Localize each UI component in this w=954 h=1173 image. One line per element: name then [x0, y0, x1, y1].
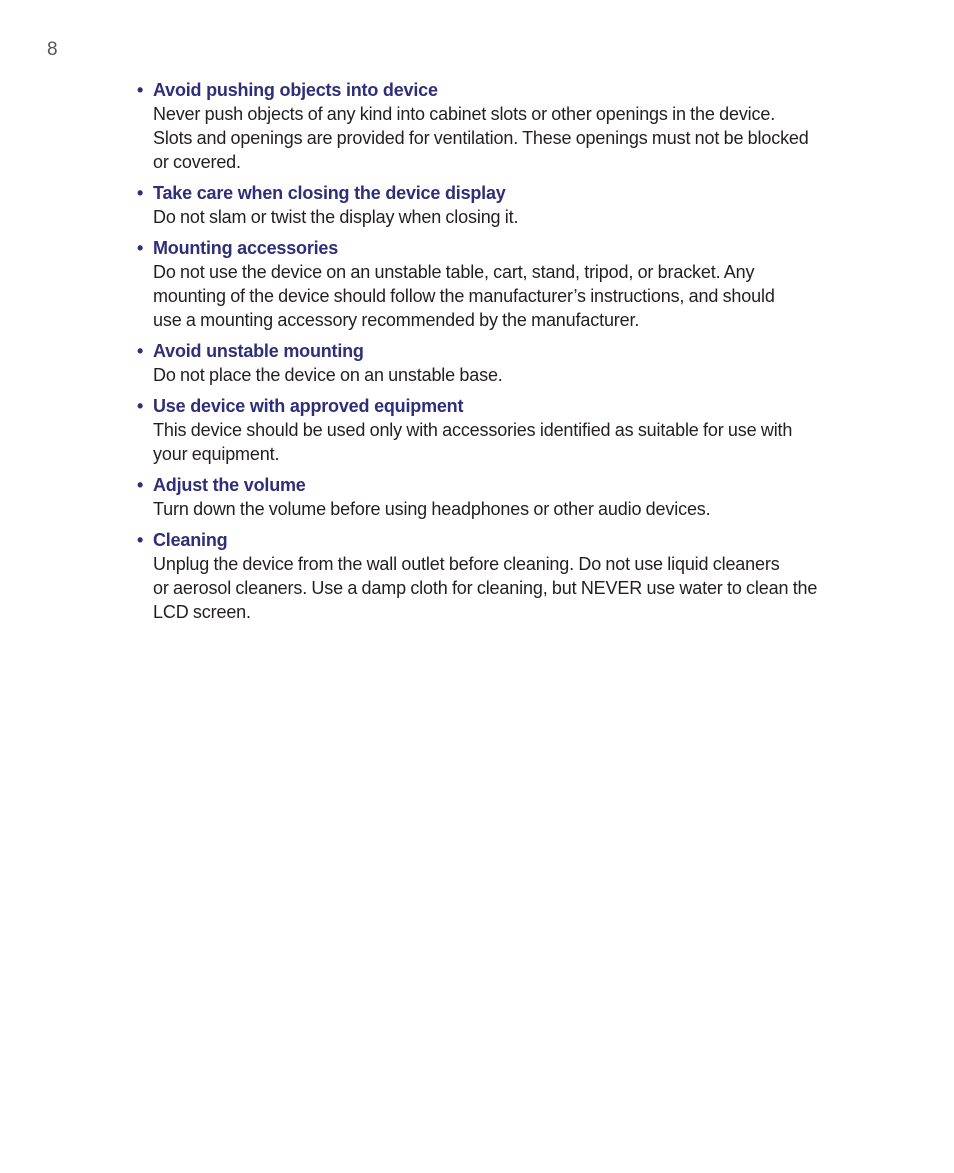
item-body-line: LCD screen.: [153, 602, 251, 622]
bullet-item-mounting-accessories: [137, 236, 877, 332]
bullet-icon: •: [137, 475, 144, 495]
item-body-line: or covered.: [153, 152, 241, 172]
item-body-line: or aerosol cleaners. Use a damp cloth for cleaning, but NEVER use water to clean the: [153, 578, 818, 598]
bullet-item-closing-display: [137, 181, 877, 229]
bullet-icon: •: [137, 530, 144, 550]
item-heading: Mounting accessories: [153, 238, 339, 258]
item-heading: Cleaning: [153, 530, 228, 550]
bullet-item-adjust-volume: [137, 473, 877, 521]
item-heading: Avoid pushing objects into device: [153, 80, 438, 100]
item-heading: Use device with approved equipment: [153, 396, 464, 416]
item-body-line: This device should be used only with accessories identified as suitable for use with: [153, 420, 793, 440]
bullet-icon: •: [137, 183, 144, 203]
item-heading: Avoid unstable mounting: [153, 341, 364, 361]
bullet-icon: •: [137, 341, 144, 361]
item-body-line: your equipment.: [153, 444, 280, 464]
page-number: 8: [47, 39, 58, 60]
item-body-line: Slots and openings are provided for ventilation. These openings must not be blocked: [153, 128, 809, 148]
safety-bullet-list: [137, 78, 877, 631]
bullet-item-approved-equipment: [137, 394, 877, 466]
bullet-icon: •: [137, 80, 144, 100]
bullet-icon: •: [137, 396, 144, 416]
item-body-line: Turn down the volume before using headphones or other audio devices.: [153, 499, 711, 519]
item-body-line: use a mounting accessory recommended by the manufacturer.: [153, 310, 640, 330]
item-body-line: Do not place the device on an unstable base.: [153, 365, 503, 385]
bullet-item-unstable-mounting: [137, 339, 877, 387]
bullet-item-avoid-pushing-objects: [137, 78, 877, 174]
bullet-item-cleaning: [137, 528, 877, 624]
item-body-line: Do not slam or twist the display when closing it.: [153, 207, 519, 227]
item-body-line: Do not use the device on an unstable table, cart, stand, tripod, or bracket. Any: [153, 262, 755, 282]
item-heading: Adjust the volume: [153, 475, 306, 495]
item-body-line: mounting of the device should follow the manufacturer’s instructions, and should: [153, 286, 775, 306]
item-heading: Take care when closing the device display: [153, 183, 506, 203]
bullet-icon: •: [137, 238, 144, 258]
item-body-line: Never push objects of any kind into cabinet slots or other openings in the device.: [153, 104, 776, 124]
item-body-line: Unplug the device from the wall outlet before cleaning. Do not use liquid cleaners: [153, 554, 780, 574]
